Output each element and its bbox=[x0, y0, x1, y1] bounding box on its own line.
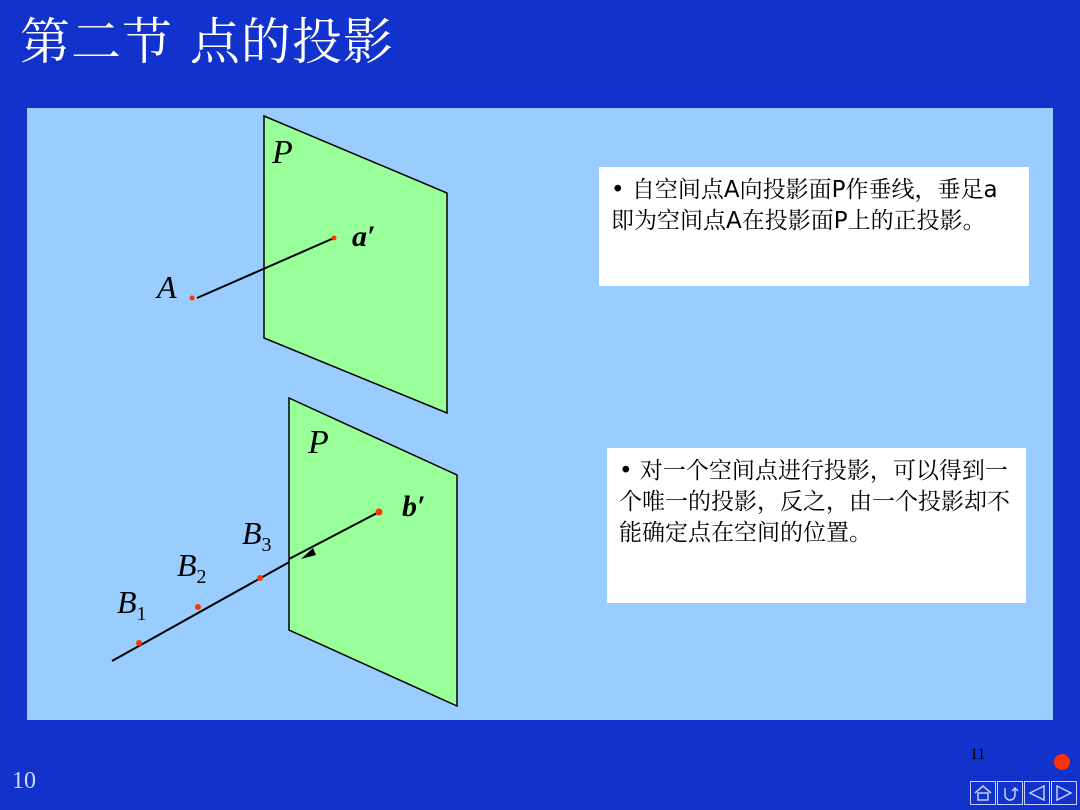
point-a bbox=[190, 296, 195, 301]
slide-navigation bbox=[970, 781, 1078, 805]
content-panel bbox=[27, 108, 1053, 720]
home-button[interactable] bbox=[970, 781, 996, 805]
point-label-b2: $B_2$ bbox=[177, 547, 207, 588]
point-label-b1: $B_1$ bbox=[117, 584, 147, 625]
explanation-note-2: • 对一个空间点进行投影，可以得到一个唯一的投影，反之，由一个投影却不能确定点在空间的位置。 bbox=[607, 448, 1026, 603]
next-button[interactable] bbox=[1051, 781, 1077, 805]
projection-label-a: a′ bbox=[352, 220, 376, 253]
point-b2 bbox=[195, 604, 201, 610]
point-a-projection bbox=[332, 236, 337, 241]
page-number-right: 11 bbox=[970, 746, 986, 763]
return-button[interactable] bbox=[997, 781, 1023, 805]
point-b3 bbox=[257, 575, 263, 581]
status-dot bbox=[1054, 754, 1070, 770]
explanation-note-1: • 自空间点A向投影面P作垂线，垂足a即为空间点A在投影面P上的正投影。 bbox=[599, 167, 1029, 286]
projection-label-b: b′ bbox=[402, 490, 426, 523]
home-icon bbox=[973, 784, 993, 802]
previous-icon bbox=[1027, 784, 1047, 802]
plane-label-2: P bbox=[308, 424, 329, 461]
point-b-projection bbox=[376, 509, 383, 516]
point-b1 bbox=[136, 640, 142, 646]
previous-button[interactable] bbox=[1024, 781, 1050, 805]
page-title: 第二节 点的投影 bbox=[20, 13, 394, 71]
next-icon bbox=[1054, 784, 1074, 802]
plane-label-1: P bbox=[272, 134, 293, 171]
point-label-b3: $B_3$ bbox=[242, 515, 272, 556]
page-number-left: 10 bbox=[12, 768, 36, 794]
return-icon bbox=[1000, 784, 1020, 802]
point-label-a: A bbox=[157, 269, 177, 305]
